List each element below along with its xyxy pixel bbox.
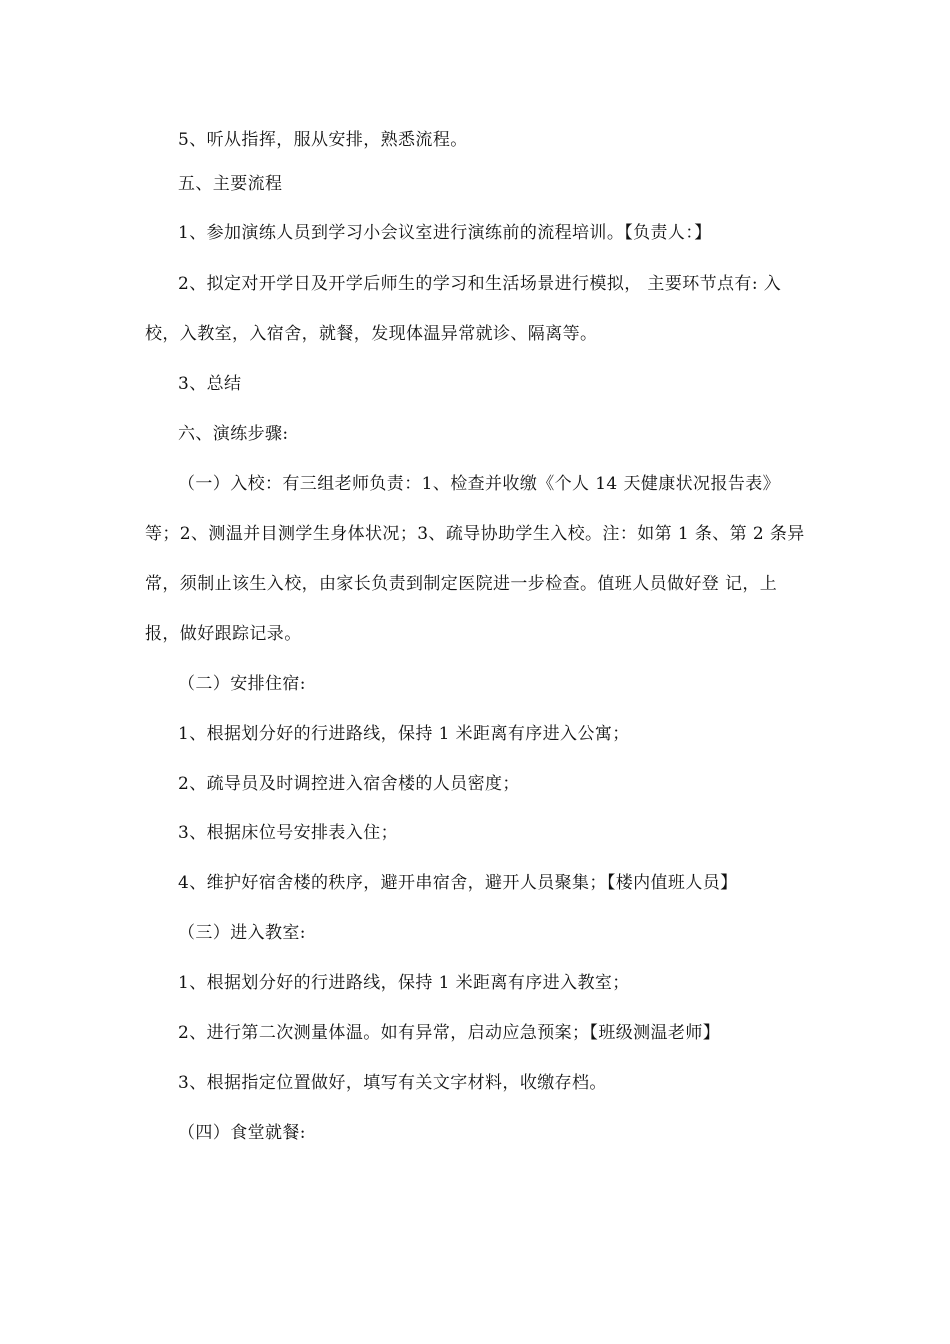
list-item: 3、根据床位号安排表入住； <box>178 823 399 843</box>
paragraph-line: 常，须制止该生入校，由家长负责到制定医院进一步检查。值班人员做好登 记，上 <box>145 574 778 594</box>
section-heading-drill-steps: 六、演练步骤: <box>178 424 289 444</box>
paragraph-line: 校，入教室，入宿舍，就餐，发现体温异常就诊、隔离等。 <box>145 324 598 344</box>
paragraph-line: 等；2、测温并目测学生身体状况；3、疏导协助学生入校。注：如第 1 条、第 2 条异 <box>145 524 805 544</box>
paragraph-line: 2、拟定对开学日及开学后师生的学习和生活场景进行模拟， 主要环节点有: 入 <box>178 274 782 294</box>
list-item: 2、疏导员及时调控进入宿舍楼的人员密度； <box>178 774 520 794</box>
list-item: 2、进行第二次测量体温。如有异常，启动应急预案；【班级测温老师】 <box>178 1023 721 1043</box>
paragraph-line: （一）入校：有三组老师负责：1、检查并收缴《个人 14 天健康状况报告表》 <box>178 474 781 494</box>
list-item-obey-command: 5、听从指挥，服从安排，熟悉流程。 <box>178 130 468 150</box>
list-item: 1、根据划分好的行进路线，保持 1 米距离有序进入公寓； <box>178 724 630 744</box>
paragraph-line: 报，做好跟踪记录。 <box>145 624 302 644</box>
list-item-summary: 3、总结 <box>178 374 242 394</box>
subsection-heading-accommodation: （二）安排住宿: <box>178 674 306 694</box>
subsection-heading-classroom: （三）进入教室: <box>178 923 306 943</box>
list-item: 3、根据指定位置做好，填写有关文字材料，收缴存档。 <box>178 1073 607 1093</box>
list-item: 4、维护好宿舍楼的秩序，避开串宿舍，避开人员聚集；【楼内值班人员】 <box>178 873 738 893</box>
subsection-heading-dining: （四）食堂就餐: <box>178 1123 306 1143</box>
section-heading-main-process: 五、主要流程 <box>178 174 283 194</box>
list-item: 1、根据划分好的行进路线，保持 1 米距离有序进入教室； <box>178 973 630 993</box>
list-item-training: 1、参加演练人员到学习小会议室进行演练前的流程培训。【负责人：】 <box>178 223 712 243</box>
